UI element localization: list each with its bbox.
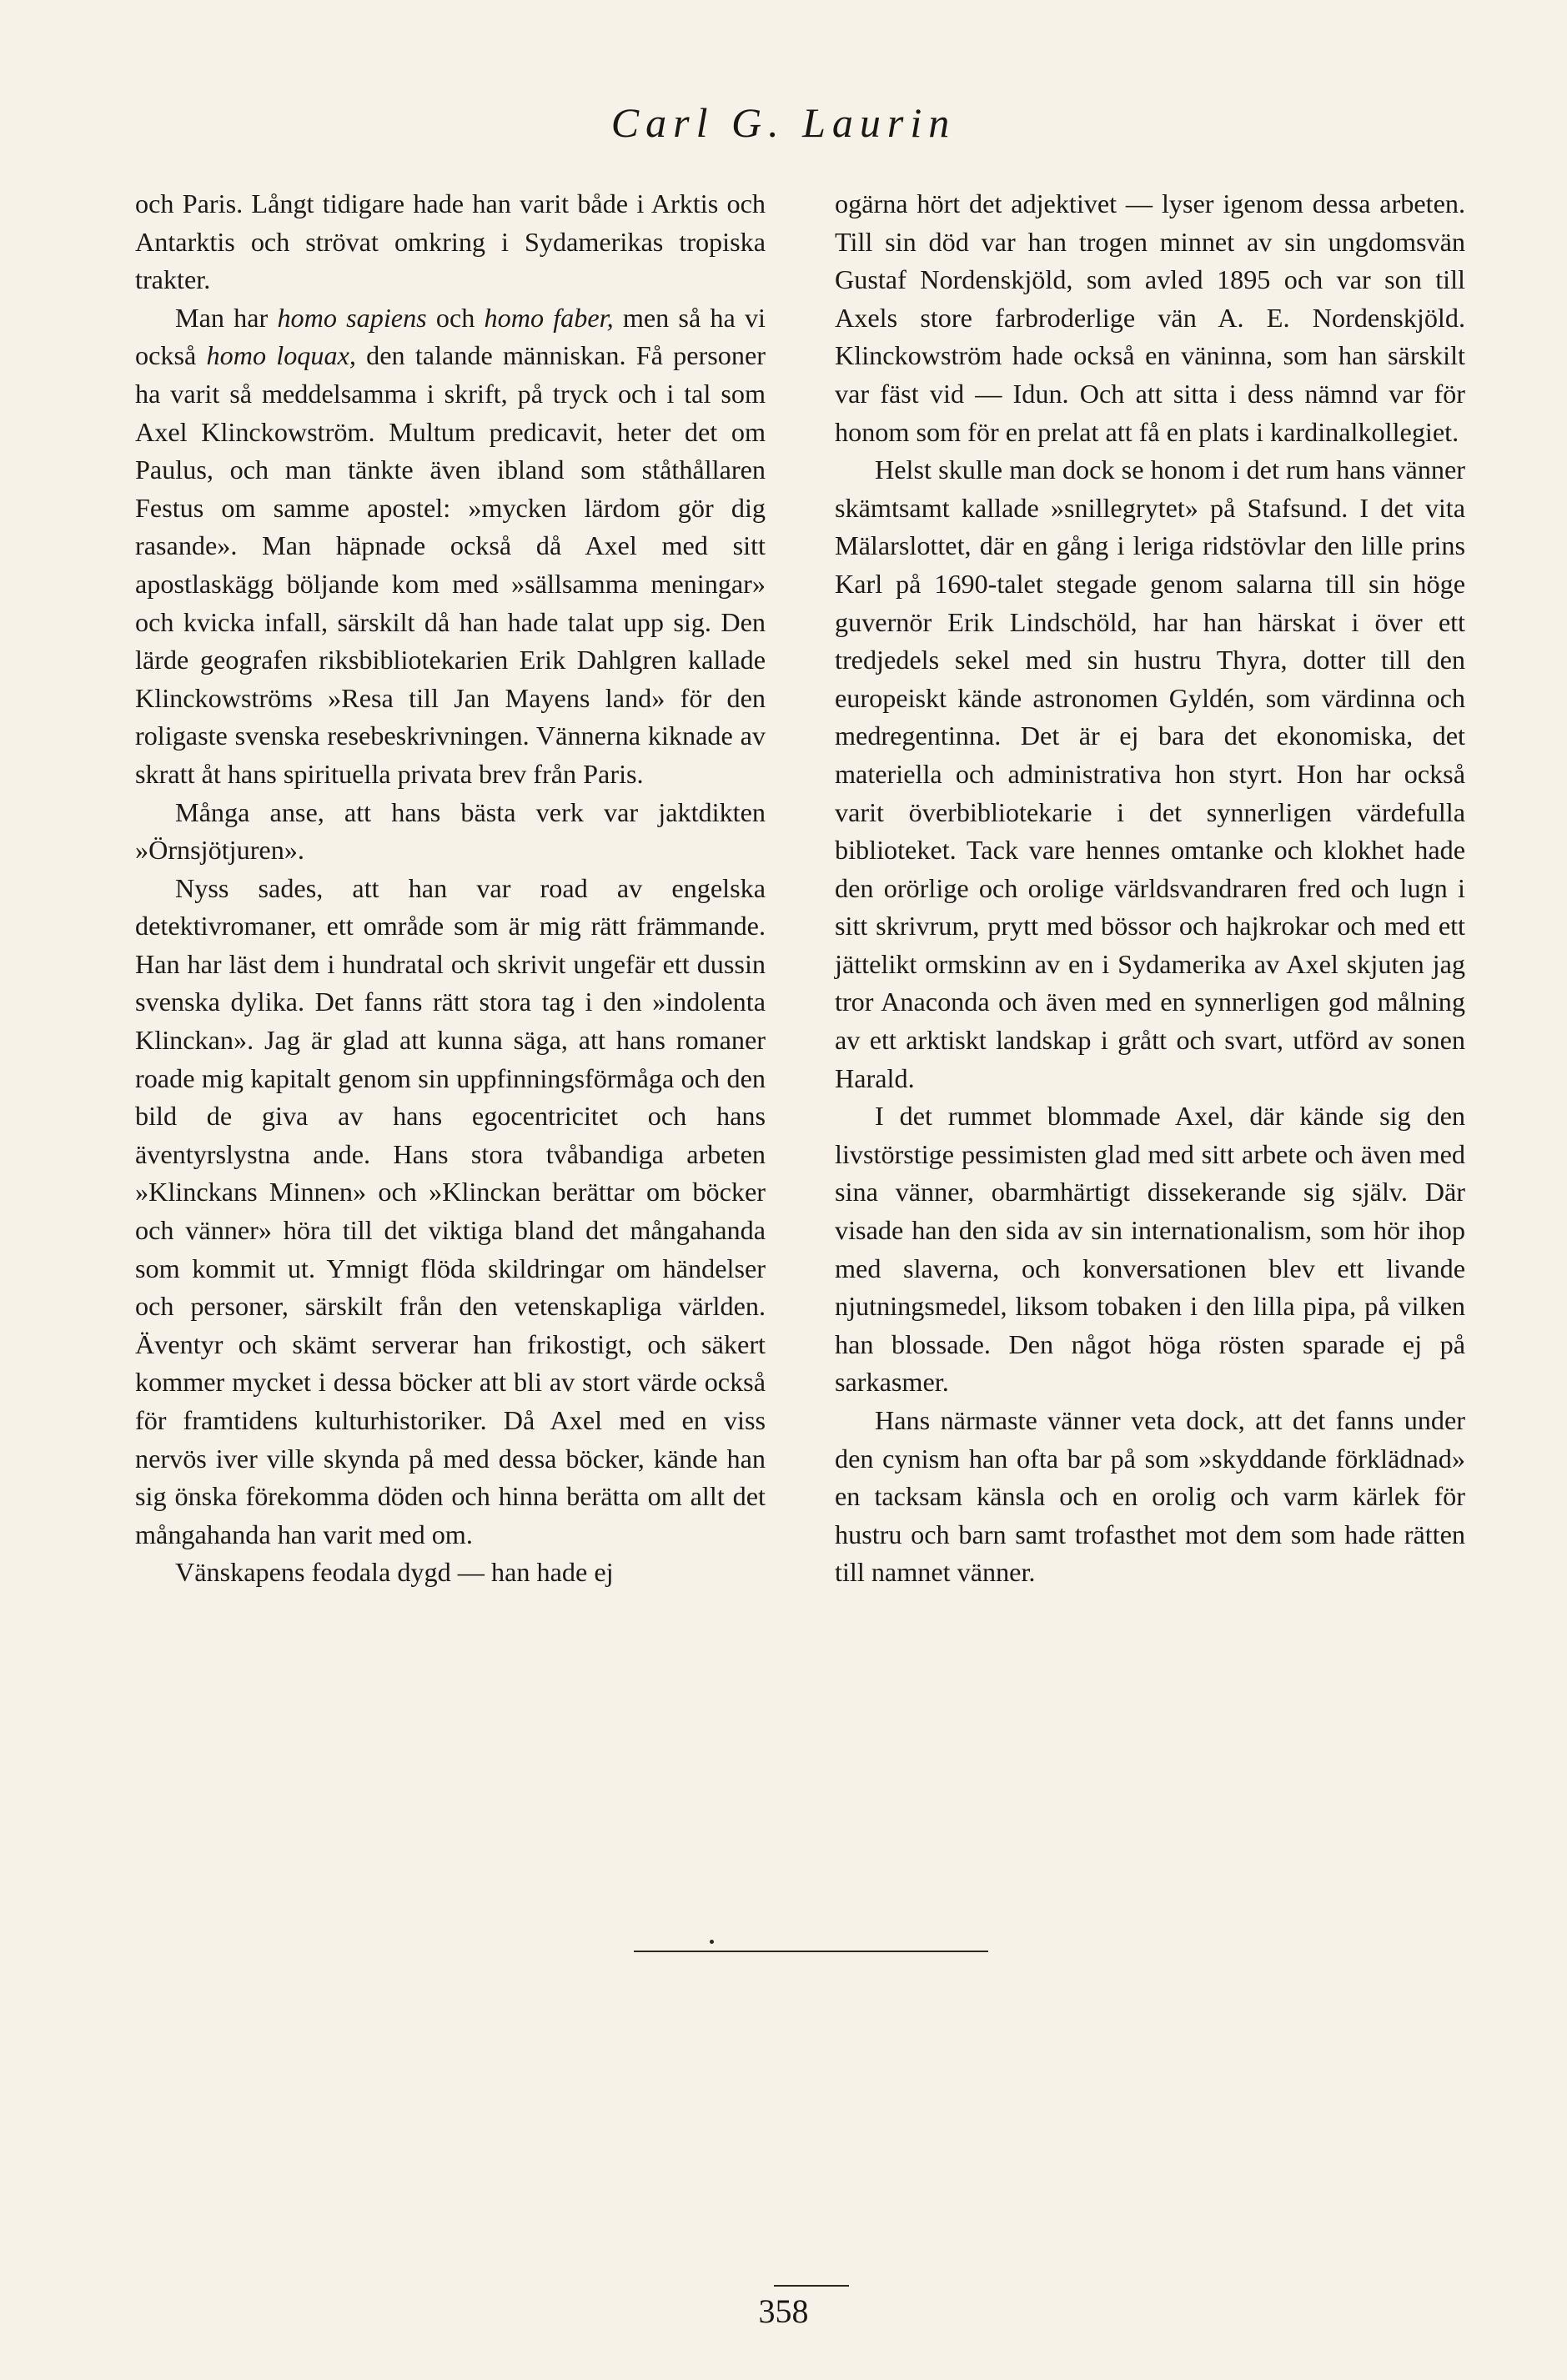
ornament-dot — [710, 1940, 714, 1944]
text-run: men så ha vi också — [135, 302, 766, 371]
italic-term-homo-loquax: homo loquax, — [206, 340, 356, 371]
end-rule — [634, 1951, 988, 1952]
right-column — [835, 185, 1465, 1592]
text-run: och — [426, 302, 485, 333]
left-paragraph-3: Många anse, att hans bästa verk var jaktdikten »Örnsjötjuren». — [135, 796, 766, 866]
page-number: 358 — [758, 2292, 809, 2330]
text-run: den talande människan. Få personer ha varit så meddelsamma i skrift, på tryck och i tal som Axel Klinckowström. Multum predicavit, heter det om Paulus, och man tänkte även ibland som ståthållaren Festus om samme apostel: »mycken lärdom gör dig rasande». Man häpnade också då Axel med sitt apostlaskägg böljande kom med »sällsamma meningar» och kvicka infall, särskilt då han hade talat upp sig. Den lärde geografen riksbibliotekarien Erik Dahlgren kallade Klinckowströms »Resa till Jan Mayens land» för den roligaste svenska resebeskrivningen. Vännerna kiknade av skratt åt hans spirituella privata brev från Paris. — [135, 340, 766, 789]
left-paragraph-1: och Paris. Långt tidigare hade han varit både i Arktis och Antarktis och strövat omkring i Sydamerikas tropiska trakter. — [135, 188, 766, 295]
right-paragraph-1: ogärna hört det adjektivet — lyser igenom dessa arbeten. Till sin död var han trogen minnet av sin ungdomsvän Gustaf Nordenskjöld, som avled 1895 och var son till Axels store farbroderlige vän A. E. Nordenskjöld. Klinckowström hade också en väninna, som han särskilt var fäst vid — Idun. Och att sitta i dess nämnd var för honom som för en prelat att få en plats i kardinalkollegiet. — [835, 188, 1465, 447]
right-paragraph-4: Hans närmaste vänner veta dock, att det fanns under den cynism han ofta bar på som »skyddande förklädnad» en tacksam känsla och en orolig och varm kärlek för hustru och barn samt trofasthet mot dem som hade rätten till namnet vänner. — [835, 1405, 1465, 1588]
running-head: Carl G. Laurin — [610, 99, 957, 146]
italic-term-homo-sapiens: homo sapiens — [277, 302, 427, 333]
page-number-rule — [774, 2285, 849, 2287]
italic-term-homo-faber: homo faber, — [484, 302, 614, 333]
text-run: Man har — [175, 302, 278, 333]
left-column — [135, 185, 766, 1592]
left-paragraph-4: Nyss sades, att han var road av engelska detektivromaner, ett område som är mig rätt främmande. Han har läst dem i hundratal och skrivit ungefär ett dussin svenska dylika. Det fanns rätt stora tag i den »indolenta Klinckan». Jag är glad att kunna säga, att hans romaner roade mig kapitalt genom sin uppfinningsförmåga och den bild de giva av hans egocentricitet och hans äventyrslystna ande. Hans stora tvåbandiga arbeten »Klinckans Minnen» och »Klinckan berättar om böcker och vänner» höra till det viktiga bland det mångahanda som kommit ut. Ymnigt flöda skildringar om händelser och personer, särskilt från den vetenskapliga världen. Äventyr och skämt serverar han frikostigt, och säkert kommer mycket i dessa böcker att bli av stort värde också för framtidens kulturhistoriker. Då Axel med en viss nervös iver ville skynda på med dessa böcker, kände han sig önska förekomma döden och hinna berätta om allt det mångahanda han varit med om. — [135, 872, 766, 1549]
right-paragraph-3: I det rummet blommade Axel, där kände sig den livstörstige pessimisten glad med sitt arbete och även med sina vänner, obarmhärtigt dissekerande sig själv. Där visade han den sida av sin internationalism, som hör ihop med slaverna, och konversationen blev ett livande njutningsmedel, liksom tobaken i den lilla pipa, på vilken han blossade. Den något höga rösten sparade ej på sarkasmer. — [835, 1101, 1465, 1398]
left-paragraph-2 — [135, 299, 766, 794]
left-paragraph-5: Vänskapens feodala dygd — han hade ej — [175, 1557, 614, 1588]
right-paragraph-2: Helst skulle man dock se honom i det rum hans vänner skämtsamt kallade »snillegrytet» på Stafsund. I det vita Mälarslottet, där en gång i leriga ridstövlar den lille prins Karl på 1690-talet stegade genom salarna till sin höge guvernör Erik Lindschöld, har han härskat i över ett tredjedels sekel med sin hustru Thyra, dotter till den europeiskt kände astronomen Gyldén, som värdinna och medregentinna. Det är ej bara det ekonomiska, det materiella och administrativa hon styrt. Hon har också varit överbibliotekarie i det synnerligen värdefulla biblioteket. Tack vare hennes omtanke och klokhet hade den orörlige och orolige världsvandraren fred och lugn i sitt skrivrum, prytt med bössor och hajkrokar och med ett jättelikt ormskinn av en i Sydamerika av Axel skjuten jag tror Anaconda och även med en synnerligen god målning av ett arktiskt landskap i grått och svart, utförd av sonen Harald. — [835, 454, 1465, 1093]
